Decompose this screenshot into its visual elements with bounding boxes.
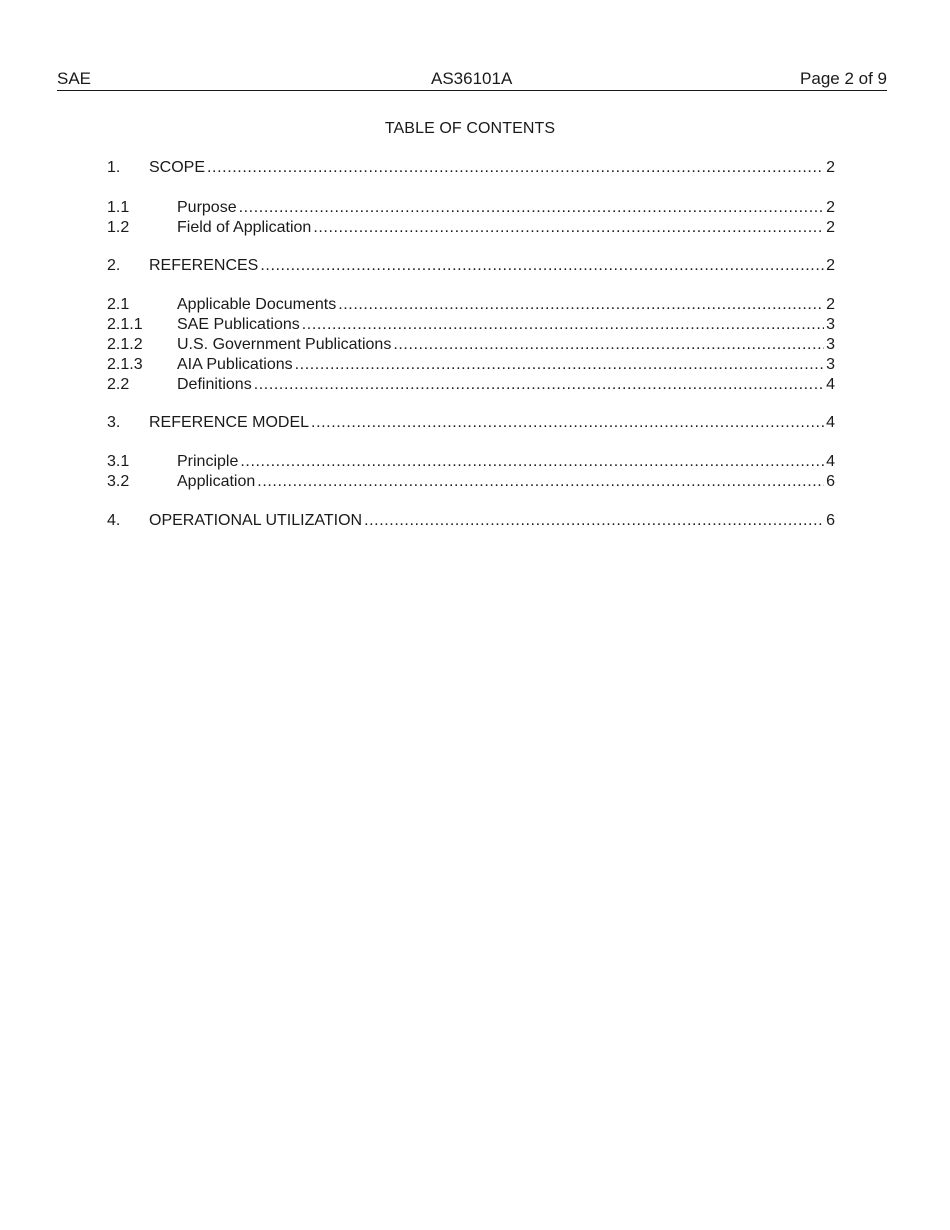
toc-entry-sae-publications[interactable] bbox=[107, 315, 835, 335]
toc-entry-page: 2 bbox=[826, 159, 835, 176]
toc-entry-label: Definitions bbox=[177, 376, 252, 393]
toc-entry-page: 2 bbox=[826, 257, 835, 274]
toc-dot-leader bbox=[364, 511, 824, 531]
toc-entry-application[interactable] bbox=[107, 472, 835, 492]
toc-entry-page: 4 bbox=[826, 376, 835, 393]
toc-entry-number: 1.2 bbox=[107, 219, 130, 236]
toc-dot-leader bbox=[311, 413, 824, 433]
toc-dot-leader bbox=[393, 335, 824, 355]
toc-entry-number: 2.1.2 bbox=[107, 336, 143, 353]
toc-title: TABLE OF CONTENTS bbox=[384, 120, 556, 137]
toc-entry-number: 1.1 bbox=[107, 199, 130, 216]
toc-entry-label: SAE Publications bbox=[177, 316, 300, 333]
toc-entry-number: 4. bbox=[107, 512, 121, 529]
toc-entry-number: 3. bbox=[107, 414, 121, 431]
toc-dot-leader bbox=[338, 295, 824, 315]
toc-entry-label: REFERENCE MODEL bbox=[149, 414, 310, 431]
toc-entry-label: Application bbox=[177, 473, 256, 490]
toc-entry-number: 2. bbox=[107, 257, 121, 274]
toc-dot-leader bbox=[257, 472, 824, 492]
toc-entry-purpose[interactable] bbox=[107, 198, 835, 218]
toc-entry-label: Field of Application bbox=[177, 219, 312, 236]
header-organization: SAE bbox=[57, 69, 92, 88]
toc-entry-page: 3 bbox=[826, 336, 835, 353]
toc-entry-page: 2 bbox=[826, 219, 835, 236]
toc-entry-page: 3 bbox=[826, 356, 835, 373]
toc-entry-page: 4 bbox=[826, 453, 835, 470]
toc-entry-number: 2.1.3 bbox=[107, 356, 143, 373]
toc-entry-label: SCOPE bbox=[149, 159, 206, 176]
toc-entry-reference-model[interactable] bbox=[107, 413, 835, 433]
toc-entry-definitions[interactable] bbox=[107, 375, 835, 395]
toc-entry-number: 3.2 bbox=[107, 473, 130, 490]
toc-entry-label: Purpose bbox=[177, 199, 237, 216]
toc-entry-operational-utilization[interactable] bbox=[107, 511, 835, 531]
toc-entry-principle[interactable] bbox=[107, 452, 835, 472]
toc-entry-label: OPERATIONAL UTILIZATION bbox=[149, 512, 363, 529]
toc-entry-number: 3.1 bbox=[107, 453, 130, 470]
toc-dot-leader bbox=[207, 158, 824, 178]
header-page-number: Page 2 of 9 bbox=[800, 69, 887, 88]
toc-entry-references[interactable] bbox=[107, 256, 835, 276]
toc-entry-number: 2.1.1 bbox=[107, 316, 143, 333]
toc-dot-leader bbox=[260, 256, 824, 276]
toc-entry-label: REFERENCES bbox=[149, 257, 259, 274]
toc-entry-scope[interactable] bbox=[107, 158, 835, 178]
toc-entry-applicable-documents[interactable] bbox=[107, 295, 835, 315]
toc-dot-leader bbox=[240, 452, 824, 472]
toc-dot-leader bbox=[302, 315, 824, 335]
page-header bbox=[57, 68, 887, 91]
toc-entry-page: 2 bbox=[826, 199, 835, 216]
toc-entry-label: U.S. Government Publications bbox=[177, 336, 392, 353]
toc-dot-leader bbox=[313, 218, 824, 238]
toc-entry-page: 3 bbox=[826, 316, 835, 333]
toc-entry-page: 6 bbox=[826, 473, 835, 490]
toc-entry-number: 2.1 bbox=[107, 296, 130, 313]
header-document-number: AS36101A bbox=[431, 69, 513, 88]
toc-entry-field-of-application[interactable] bbox=[107, 218, 835, 238]
toc-entry-number: 2.2 bbox=[107, 376, 130, 393]
toc-entry-label: Applicable Documents bbox=[177, 296, 337, 313]
toc-entry-page: 2 bbox=[826, 296, 835, 313]
toc-entry-us-government-publications[interactable] bbox=[107, 335, 835, 355]
toc-dot-leader bbox=[295, 355, 824, 375]
toc-entry-label: Principle bbox=[177, 453, 239, 470]
toc-entry-page: 4 bbox=[826, 414, 835, 431]
toc-entry-page: 6 bbox=[826, 512, 835, 529]
toc-entry-number: 1. bbox=[107, 159, 121, 176]
toc-entry-aia-publications[interactable] bbox=[107, 355, 835, 375]
toc-dot-leader bbox=[254, 375, 824, 395]
toc-entry-label: AIA Publications bbox=[177, 356, 293, 373]
toc-dot-leader bbox=[239, 198, 825, 218]
